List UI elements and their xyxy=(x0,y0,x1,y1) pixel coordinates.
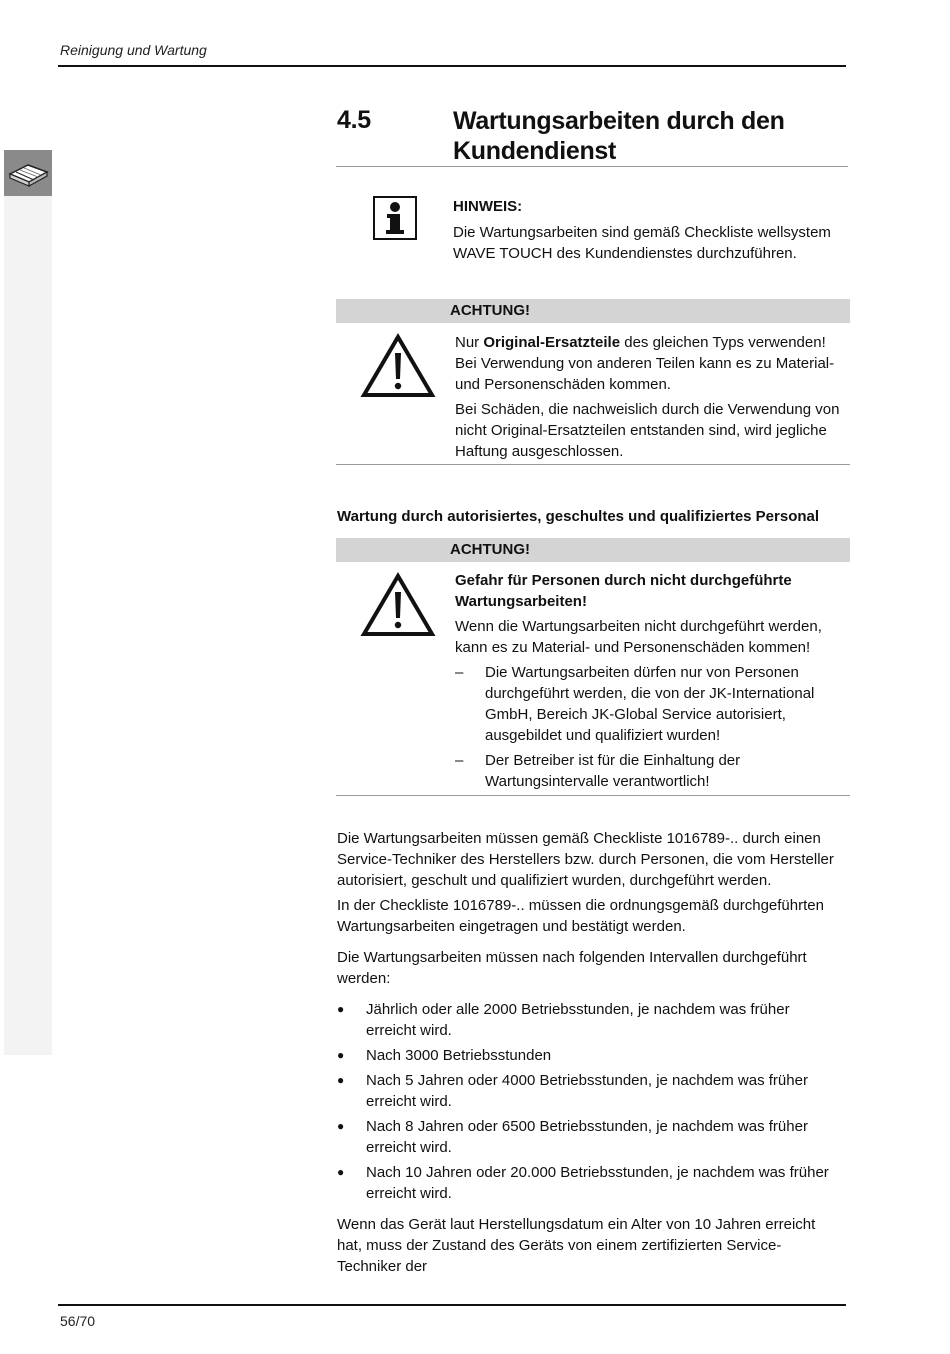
info-icon xyxy=(373,196,417,240)
text-run: Nur xyxy=(455,334,484,351)
warning-triangle-icon xyxy=(360,333,436,399)
warning-paragraph: Bei Schäden, die nachweislich durch die Verwendung von nicht Original-Ersatzteilen entstanden sind, wird jegliche Haftung ausgeschlossen. xyxy=(455,401,840,460)
warning-list xyxy=(455,662,835,792)
subheading: Wartung durch autorisiertes, geschultes und qualifiziertes Personal xyxy=(337,508,820,525)
paragraph: Die Wartungsarbeiten müssen gemäß Checkliste 1016789-.. durch einen Service-Techniker des Herstellers bzw. durch Personen, die vom Hersteller autorisiert, geschult und qualifiziert wurden, durchgeführt werden. xyxy=(337,830,834,889)
warning-bar xyxy=(336,538,850,562)
list-item: – Die Wartungsarbeiten dürfen nur von Personen durchgeführt werden, die von der JK-International GmbH, Bereich JK-Global Service autorisiert, ausgebildet und qualifiziert wurden! xyxy=(455,662,835,746)
warning-triangle-icon xyxy=(360,572,436,638)
interval-list xyxy=(337,999,837,1204)
running-head: Reinigung und Wartung xyxy=(60,42,207,58)
paragraph: In der Checkliste 1016789-.. müssen die ordnungsgemäß durchgeführten Wartungsarbeiten eingetragen und bestätigt werden. xyxy=(337,897,824,935)
list-item: – Der Betreiber ist für die Einhaltung der Wartungsintervalle verantwortlich! xyxy=(455,750,835,792)
side-strip xyxy=(4,150,52,1055)
emphasis-text: Original-Ersatzteile xyxy=(483,334,621,351)
box-rule xyxy=(336,464,850,465)
body-text xyxy=(337,828,837,1281)
header-rule xyxy=(58,65,846,67)
warning-body xyxy=(455,570,835,796)
section-rule xyxy=(336,166,848,167)
warning-label: ACHTUNG! xyxy=(450,541,530,558)
paragraph: Wenn das Gerät laut Herstellungsdatum ein Alter von 10 Jahren erreicht hat, muss der Zustand des Geräts von einem zertifizierten Service-Techniker der xyxy=(337,1216,816,1275)
footer-rule xyxy=(58,1304,846,1306)
paragraph: Die Wartungsarbeiten müssen nach folgenden Intervallen durchgeführt werden: xyxy=(337,949,807,987)
note-text: Die Wartungsarbeiten sind gemäß Checkliste wellsystem WAVE TOUCH des Kundendienstes durchzuführen. xyxy=(453,224,831,262)
warning-heading: Gefahr für Personen durch nicht durchgeführte Wartungsarbeiten! xyxy=(455,572,792,610)
warning-paragraph xyxy=(455,332,850,395)
text-run: des gleichen Typs verwenden! Bei Verwendung von anderen Teilen kann es zu Material- und Personenschäden kommen. xyxy=(455,334,835,393)
page-number: 56/70 xyxy=(60,1313,96,1329)
list-item: ● Nach 8 Jahren oder 6500 Betriebsstunden, je nachdem was früher erreicht wird. xyxy=(337,1116,837,1158)
box-rule xyxy=(336,795,850,796)
chapter-tab xyxy=(4,150,52,196)
open-book-icon xyxy=(4,150,52,196)
list-item: ● Nach 3000 Betriebsstunden xyxy=(337,1045,837,1066)
warning-body xyxy=(455,332,850,466)
warning-bar xyxy=(336,299,850,323)
warning-label: ACHTUNG! xyxy=(450,302,530,319)
note-heading: HINWEIS: xyxy=(453,198,523,215)
list-item: ● Nach 5 Jahren oder 4000 Betriebsstunden, je nachdem was früher erreicht wird. xyxy=(337,1070,837,1112)
list-item: ● Jährlich oder alle 2000 Betriebsstunden, je nachdem was früher erreicht wird. xyxy=(337,999,837,1041)
section-title: Wartungsarbeiten durch den Kundendienst xyxy=(453,107,785,165)
list-item: ● Nach 10 Jahren oder 20.000 Betriebsstunden, je nachdem was früher erreicht wird. xyxy=(337,1162,837,1204)
warning-paragraph: Wenn die Wartungsarbeiten nicht durchgeführt werden, kann es zu Material- und Personenschäden kommen! xyxy=(455,618,822,656)
section-number: 4.5 xyxy=(337,106,371,134)
